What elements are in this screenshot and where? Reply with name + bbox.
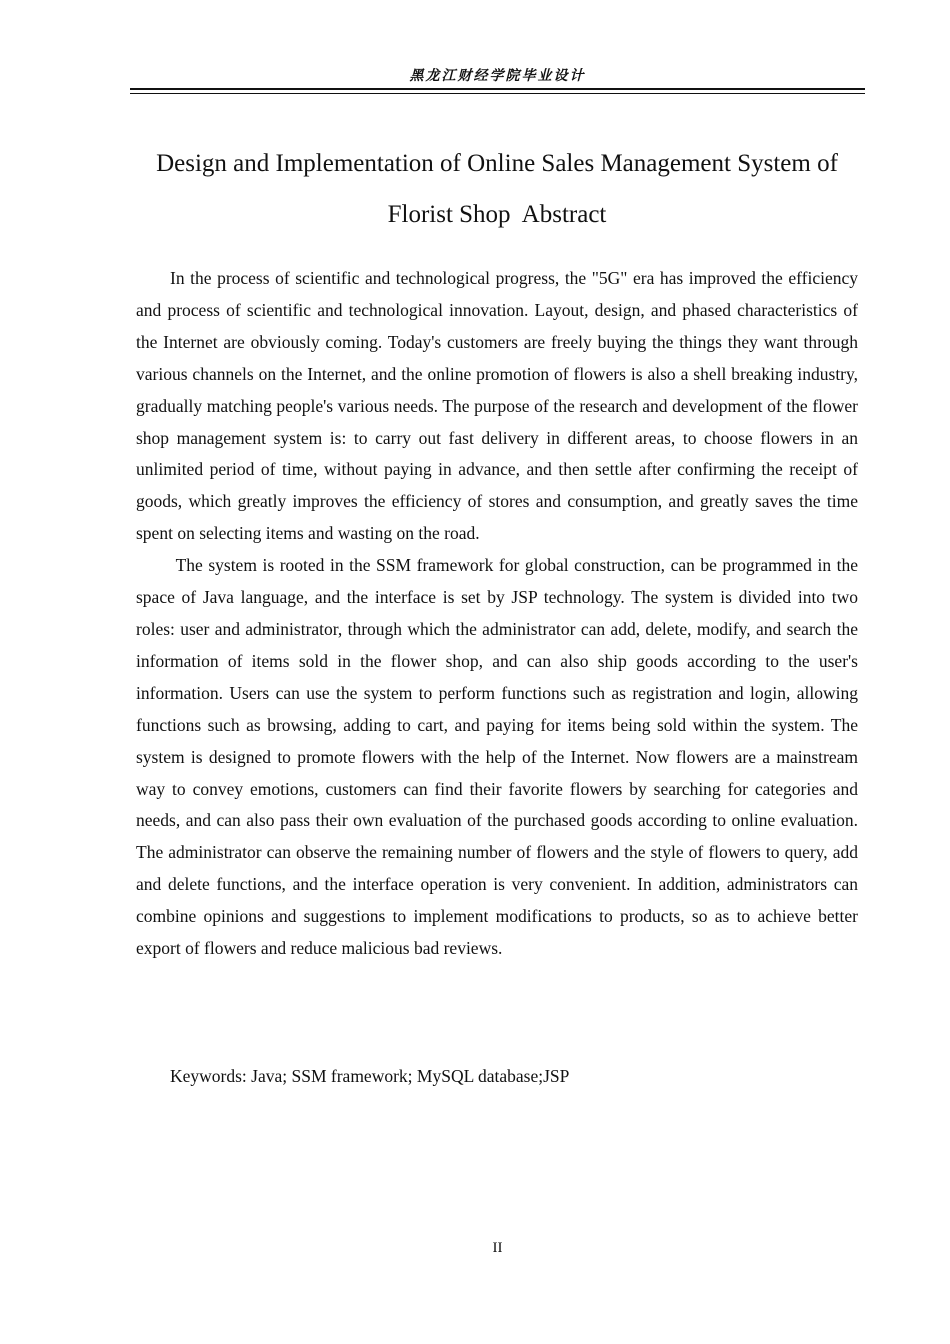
title-line-2: Florist Shop Abstract xyxy=(387,201,607,228)
header-rule-thin xyxy=(130,93,865,94)
running-header: 黑龙江财经学院毕业设计 xyxy=(409,68,586,84)
abstract-body xyxy=(136,263,863,965)
abstract-paragraph-1: In the process of scientific and technological progress, the "5G" era has improved the efficiency and process of scientific and technological innovation. Layout, design, and phased characteristics of the Internet are obviously coming. Today's customers are freely buying the things they want through various channels on the Internet, and the online promotion of flowers is also a shell breaking industry, gradually matching people's various needs. The purpose of the research and development of the flower shop management system is: to carry out fast delivery in different areas, to choose flowers in an unlimited period of time, without paying in advance, and then settle after confirming the receipt of goods, which greatly improves the efficiency of stores and consumption, and greatly saves the time spent on selecting items and wasting on the road. xyxy=(136,268,858,544)
header-rule-thick xyxy=(130,88,865,90)
page-number: II xyxy=(492,1240,503,1256)
title-line-1: Design and Implementation of Online Sales Management System of xyxy=(156,150,838,177)
abstract-paragraph-2: The system is rooted in the SSM framework for global construction, can be programmed in the space of Java language, and the interface is set by JSP technology. The system is divided into two roles: user and administrator, through which the administrator can add, delete, modify, and search the information of items sold in the flower shop, and can also ship goods according to the user's information. Users can use the system to perform functions such as registration and login, allowing functions such as browsing, adding to cart, and paying for items being sold within the system. The system is designed to promote flowers with the help of the Internet. Now flowers are a mainstream way to convey emotions, customers can find their favorite flowers by searching for categories and needs, and can also pass their own evaluation of the purchased goods according to online evaluation. The administrator can observe the remaining number of flowers and the style of flowers to query, add and delete functions, and the interface operation is very convenient. In addition, administrators can combine opinions and suggestions to implement modifications to products, so as to achieve better export of flowers and reduce malicious bad reviews. xyxy=(136,555,863,959)
keywords-line: Keywords: Java; SSM framework; MySQL database;JSP xyxy=(170,1066,570,1086)
abstract-title xyxy=(136,138,858,240)
